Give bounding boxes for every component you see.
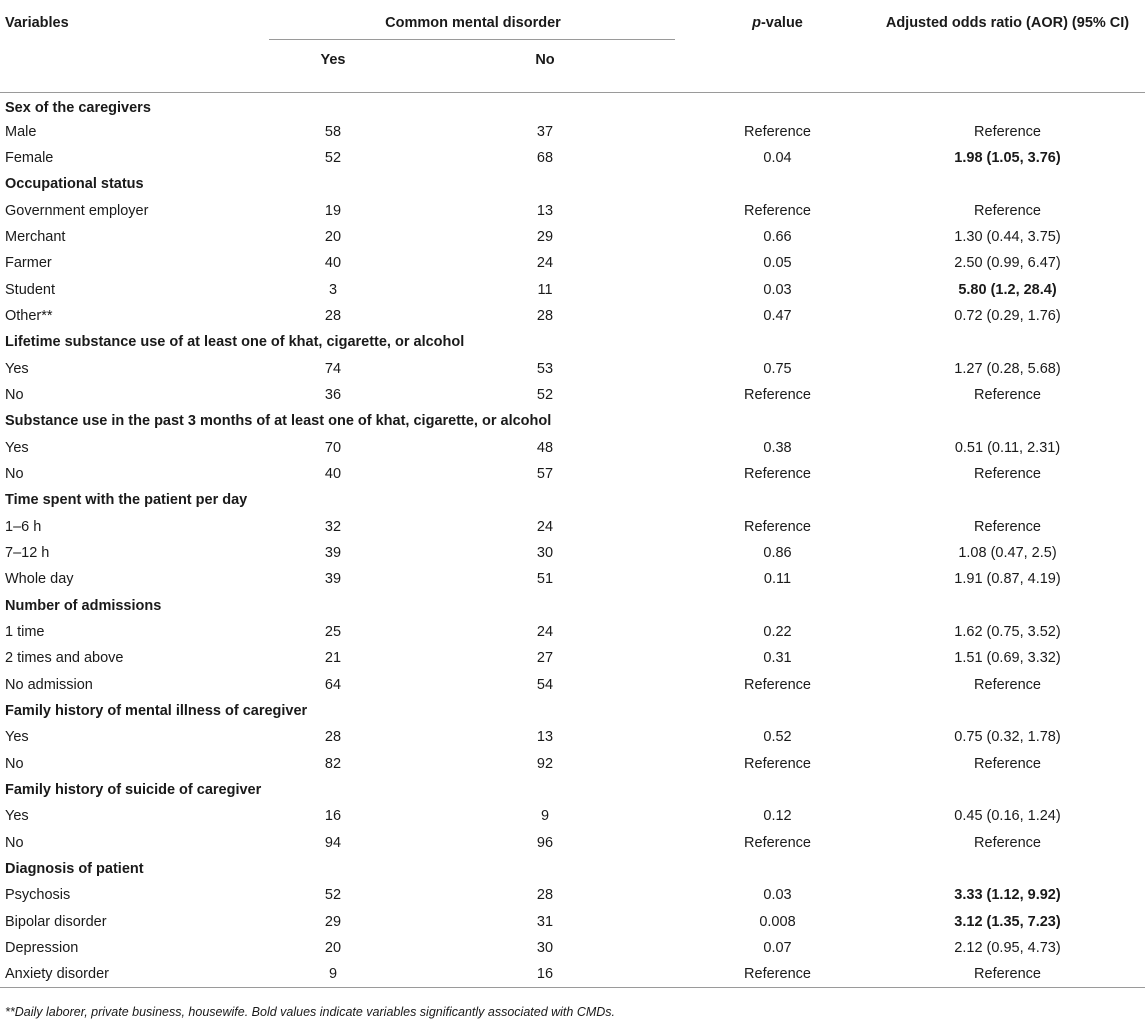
table-row xyxy=(0,961,1145,987)
cell-no: 27 xyxy=(536,650,554,667)
cell-no: 30 xyxy=(536,545,554,562)
cell-yes: 20 xyxy=(324,228,342,245)
cell-no: 13 xyxy=(536,202,554,219)
cell-yes: 20 xyxy=(324,940,342,957)
cell-aor: 3.33 (1.12, 9.92) xyxy=(954,887,1061,904)
section-row xyxy=(0,593,1145,619)
cell-aor: Reference xyxy=(974,386,1041,403)
cell-yes: 94 xyxy=(324,834,342,851)
row-label: Student xyxy=(5,281,55,298)
cell-p-value: 0.86 xyxy=(763,545,792,562)
section-label: Family history of suicide of caregiver xyxy=(5,782,262,799)
cell-aor: 3.12 (1.35, 7.23) xyxy=(954,913,1061,930)
cell-p-value: 0.05 xyxy=(763,255,792,272)
section-row xyxy=(0,777,1145,803)
cell-aor: 0.72 (0.29, 1.76) xyxy=(954,307,1061,324)
table-header xyxy=(0,0,1145,92)
section-label: Substance use in the past 3 months of at least one of khat, cigarette, or alcohol xyxy=(5,413,552,430)
cell-aor: 1.08 (0.47, 2.5) xyxy=(958,545,1057,562)
header-p-value xyxy=(685,0,870,40)
row-label: Yes xyxy=(5,439,29,456)
cell-yes: 39 xyxy=(324,545,342,562)
section-label: Time spent with the patient per day xyxy=(5,492,248,509)
cell-no: 24 xyxy=(536,624,554,641)
header-cmd-rule xyxy=(269,39,675,40)
table-row xyxy=(0,672,1145,698)
section-label: Number of admissions xyxy=(5,597,162,614)
cell-aor: Reference xyxy=(974,518,1041,535)
section-row xyxy=(0,171,1145,197)
cell-yes: 28 xyxy=(324,729,342,746)
row-label: Farmer xyxy=(5,255,52,272)
table-row xyxy=(0,724,1145,750)
cell-aor: Reference xyxy=(974,202,1041,219)
table-row xyxy=(0,118,1145,144)
cell-no: 51 xyxy=(536,571,554,588)
cell-no: 16 xyxy=(536,966,554,983)
cell-p-value: Reference xyxy=(744,465,811,482)
table-row xyxy=(0,461,1145,487)
row-label: Psychosis xyxy=(5,887,71,904)
cell-aor: 1.51 (0.69, 3.32) xyxy=(954,650,1061,667)
cell-yes: 40 xyxy=(324,465,342,482)
cell-no: 96 xyxy=(536,834,554,851)
table-row xyxy=(0,355,1145,381)
cell-aor: Reference xyxy=(974,834,1041,851)
cell-no: 9 xyxy=(540,808,550,825)
table-row xyxy=(0,276,1145,302)
table-row xyxy=(0,619,1145,645)
table-row xyxy=(0,250,1145,276)
cell-no: 30 xyxy=(536,940,554,957)
cell-p-value: Reference xyxy=(744,966,811,983)
cell-no: 52 xyxy=(536,386,554,403)
cell-p-value: 0.03 xyxy=(763,887,792,904)
cell-yes: 19 xyxy=(324,202,342,219)
cell-yes: 36 xyxy=(324,386,342,403)
cell-yes: 32 xyxy=(324,518,342,535)
cell-p-value: 0.11 xyxy=(763,571,792,588)
table-row xyxy=(0,909,1145,935)
cell-no: 53 xyxy=(536,360,554,377)
cell-no: 31 xyxy=(536,913,554,930)
header-cmd-label: Common mental disorder xyxy=(385,15,561,31)
cell-yes: 58 xyxy=(324,123,342,140)
header-cmd xyxy=(261,0,685,40)
table-row xyxy=(0,382,1145,408)
table-row xyxy=(0,514,1145,540)
cell-aor: Reference xyxy=(974,465,1041,482)
cell-p-value: Reference xyxy=(744,518,811,535)
cell-yes: 29 xyxy=(324,913,342,930)
row-label: 1–6 h xyxy=(5,518,42,535)
section-row xyxy=(0,92,1145,118)
cell-yes: 64 xyxy=(324,676,342,693)
cell-p-value: 0.12 xyxy=(763,808,792,825)
cell-p-value: 0.22 xyxy=(763,624,792,641)
cell-p-value: Reference xyxy=(744,755,811,772)
row-label: 2 times and above xyxy=(5,650,124,667)
section-label: Occupational status xyxy=(5,176,144,193)
header-blank xyxy=(0,40,261,92)
header-p-italic: p xyxy=(752,15,761,31)
cell-yes: 28 xyxy=(324,307,342,324)
cell-no: 54 xyxy=(536,676,554,693)
row-label: No admission xyxy=(5,676,93,693)
table-row xyxy=(0,197,1145,223)
cell-p-value: 0.47 xyxy=(763,307,792,324)
cell-yes: 40 xyxy=(324,255,342,272)
cell-no: 11 xyxy=(537,281,553,298)
cell-yes: 70 xyxy=(324,439,342,456)
cell-aor: 1.62 (0.75, 3.52) xyxy=(954,624,1061,641)
cell-yes: 16 xyxy=(324,808,342,825)
row-label: Male xyxy=(5,123,37,140)
row-label: 1 time xyxy=(5,624,45,641)
cell-yes: 82 xyxy=(324,755,342,772)
header-no: No xyxy=(535,52,555,68)
cell-p-value: 0.03 xyxy=(763,281,792,298)
section-label: Family history of mental illness of caregiver xyxy=(5,703,308,720)
cell-no: 92 xyxy=(536,755,554,772)
row-label: Bipolar disorder xyxy=(5,913,107,930)
cell-aor: Reference xyxy=(974,966,1041,983)
cell-no: 28 xyxy=(536,887,554,904)
section-row xyxy=(0,408,1145,434)
cell-no: 24 xyxy=(536,255,554,272)
cell-aor: 2.12 (0.95, 4.73) xyxy=(954,940,1061,957)
row-label: Female xyxy=(5,149,54,166)
cell-yes: 25 xyxy=(324,624,342,641)
row-label: No xyxy=(5,386,24,403)
cell-p-value: 0.008 xyxy=(759,913,796,930)
cell-p-value: 0.52 xyxy=(763,729,792,746)
cell-aor: Reference xyxy=(974,123,1041,140)
row-label: 7–12 h xyxy=(5,545,50,562)
table-row xyxy=(0,540,1145,566)
row-label: Yes xyxy=(5,360,29,377)
cell-yes: 3 xyxy=(328,281,338,298)
cell-no: 37 xyxy=(536,123,554,140)
row-label: No xyxy=(5,465,24,482)
header-p-rest: -value xyxy=(760,15,803,31)
row-label: Yes xyxy=(5,729,29,746)
cell-no: 48 xyxy=(536,439,554,456)
cell-yes: 52 xyxy=(324,149,342,166)
cell-yes: 52 xyxy=(324,887,342,904)
row-label: Depression xyxy=(5,940,79,957)
cell-aor: 0.45 (0.16, 1.24) xyxy=(954,808,1061,825)
cell-aor: 2.50 (0.99, 6.47) xyxy=(954,255,1061,272)
cell-p-value: Reference xyxy=(744,123,811,140)
cell-p-value: Reference xyxy=(744,386,811,403)
header-variables: Variables xyxy=(5,15,69,31)
cell-aor: Reference xyxy=(974,755,1041,772)
section-row xyxy=(0,487,1145,513)
header-aor: Adjusted odds ratio (AOR) (95% CI) xyxy=(885,15,1130,31)
table-footnote: **Daily laborer, private business, housewife. Bold values indicate variables significantly associated with CMDs. xyxy=(5,1005,616,1019)
section-row xyxy=(0,329,1145,355)
cell-no: 24 xyxy=(536,518,554,535)
table-row xyxy=(0,935,1145,961)
cell-aor: 5.80 (1.2, 28.4) xyxy=(958,281,1057,298)
header-blank-3 xyxy=(870,40,1145,92)
cell-aor: Reference xyxy=(974,676,1041,693)
row-label: Other** xyxy=(5,307,53,324)
cell-no: 28 xyxy=(536,307,554,324)
cell-aor: 1.98 (1.05, 3.76) xyxy=(954,149,1061,166)
cell-yes: 74 xyxy=(324,360,342,377)
row-label: Merchant xyxy=(5,228,66,245)
cell-p-value: 0.66 xyxy=(763,228,792,245)
table-row xyxy=(0,566,1145,592)
section-label: Diagnosis of patient xyxy=(5,861,144,878)
table-body xyxy=(0,92,1145,988)
cell-aor: 0.75 (0.32, 1.78) xyxy=(954,729,1061,746)
section-label: Sex of the caregivers xyxy=(5,100,151,117)
section-label: Lifetime substance use of at least one of khat, cigarette, or alcohol xyxy=(5,334,465,351)
row-label: Anxiety disorder xyxy=(5,966,109,983)
row-label: No xyxy=(5,834,24,851)
row-label: Government employer xyxy=(5,202,149,219)
cell-aor: 1.27 (0.28, 5.68) xyxy=(954,360,1061,377)
cell-p-value: 0.75 xyxy=(763,360,792,377)
cell-yes: 9 xyxy=(328,966,338,983)
cell-aor: 1.30 (0.44, 3.75) xyxy=(954,228,1061,245)
section-row xyxy=(0,856,1145,882)
table-row xyxy=(0,434,1145,460)
cell-aor: 0.51 (0.11, 2.31) xyxy=(954,439,1061,456)
table-row xyxy=(0,645,1145,671)
cell-no: 13 xyxy=(536,729,554,746)
cell-no: 29 xyxy=(536,228,554,245)
table-row xyxy=(0,303,1145,329)
cell-p-value: Reference xyxy=(744,834,811,851)
cell-p-value: 0.07 xyxy=(763,940,792,957)
table-row xyxy=(0,145,1145,171)
cell-no: 57 xyxy=(536,465,554,482)
row-label: Whole day xyxy=(5,571,74,588)
row-label: Yes xyxy=(5,808,29,825)
cell-yes: 39 xyxy=(324,571,342,588)
table-row xyxy=(0,751,1145,777)
table-row xyxy=(0,882,1145,908)
cell-p-value: Reference xyxy=(744,676,811,693)
cell-p-value: 0.31 xyxy=(763,650,792,667)
header-yes: Yes xyxy=(320,52,346,68)
cell-yes: 21 xyxy=(324,650,342,667)
row-label: No xyxy=(5,755,24,772)
section-row xyxy=(0,698,1145,724)
table-row xyxy=(0,803,1145,829)
table-row xyxy=(0,224,1145,250)
cell-p-value: Reference xyxy=(744,202,811,219)
cell-p-value: 0.38 xyxy=(763,439,792,456)
cell-no: 68 xyxy=(536,149,554,166)
cell-aor: 1.91 (0.87, 4.19) xyxy=(954,571,1061,588)
cell-p-value: 0.04 xyxy=(763,149,792,166)
header-blank-2 xyxy=(685,40,870,92)
table-row xyxy=(0,830,1145,856)
